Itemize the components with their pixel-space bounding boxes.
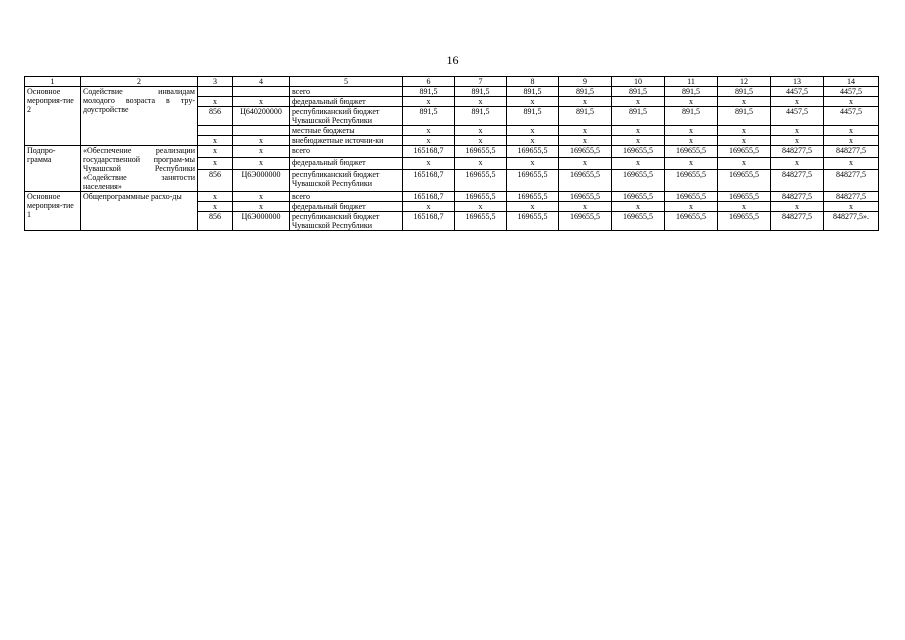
value-cell: х	[455, 136, 507, 146]
group-description: «Обеспечение реализации государственной програм-мы Чувашской Республики «Содействие занятости населения»	[81, 146, 198, 192]
column-number: 7	[455, 77, 507, 87]
value-cell: 169655,5	[559, 212, 612, 231]
value-cell: х	[455, 157, 507, 169]
value-cell: х	[507, 126, 559, 136]
target-code-cell: х	[233, 157, 290, 169]
funding-source-cell: федеральный бюджет	[290, 202, 403, 212]
value-cell: 169655,5	[665, 212, 718, 231]
value-cell: 169655,5	[665, 192, 718, 202]
value-cell: х	[824, 202, 879, 212]
value-cell: 891,5	[507, 107, 559, 126]
value-cell: х	[771, 97, 824, 107]
value-cell: 848277,5	[771, 212, 824, 231]
group-label: Подпро-грамма	[25, 146, 81, 192]
value-cell: 169655,5	[455, 169, 507, 191]
funding-source-cell: всего	[290, 146, 403, 158]
group-description: Общепрограммные расхо-ды	[81, 192, 198, 231]
value-cell: х	[403, 157, 455, 169]
target-code-cell: х	[233, 202, 290, 212]
value-cell: 848277,5	[771, 146, 824, 158]
column-number: 8	[507, 77, 559, 87]
value-cell: х	[824, 126, 879, 136]
value-cell: 169655,5	[718, 146, 771, 158]
value-cell: х	[612, 157, 665, 169]
value-cell: х	[718, 126, 771, 136]
page-number: 16	[446, 53, 459, 67]
target-code-cell: х	[233, 97, 290, 107]
grbs-code-cell	[198, 87, 233, 97]
column-number: 13	[771, 77, 824, 87]
grbs-code-cell: 856	[198, 212, 233, 231]
target-code-cell: х	[233, 146, 290, 158]
column-number: 5	[290, 77, 403, 87]
value-cell: х	[403, 126, 455, 136]
table-row	[25, 192, 879, 202]
value-cell: 848277,5	[824, 192, 879, 202]
grbs-code-cell: х	[198, 157, 233, 169]
value-cell: х	[507, 202, 559, 212]
value-cell: 169655,5	[718, 169, 771, 191]
funding-source-cell: всего	[290, 87, 403, 97]
value-cell: х	[559, 126, 612, 136]
value-cell: х	[612, 97, 665, 107]
value-cell: 848277,5».	[824, 212, 879, 231]
value-cell: 169655,5	[612, 146, 665, 158]
grbs-code-cell: х	[198, 192, 233, 202]
value-cell: 165168,7	[403, 192, 455, 202]
value-cell: 169655,5	[507, 169, 559, 191]
grbs-code-cell: х	[198, 97, 233, 107]
column-number: 10	[612, 77, 665, 87]
value-cell: х	[665, 157, 718, 169]
grbs-code-cell: х	[198, 146, 233, 158]
value-cell: х	[665, 202, 718, 212]
value-cell: 169655,5	[559, 146, 612, 158]
value-cell: х	[507, 136, 559, 146]
value-cell: 169655,5	[559, 169, 612, 191]
value-cell: 169655,5	[455, 212, 507, 231]
target-code-cell: Ц6Э000000	[233, 212, 290, 231]
column-number: 1	[25, 77, 81, 87]
value-cell: 169655,5	[455, 192, 507, 202]
value-cell: 848277,5	[771, 169, 824, 191]
value-cell: 169655,5	[612, 212, 665, 231]
column-number: 11	[665, 77, 718, 87]
value-cell: х	[771, 202, 824, 212]
funding-source-cell: республиканский бюджет Чувашской Республики	[290, 107, 403, 126]
value-cell: х	[455, 97, 507, 107]
value-cell: х	[403, 136, 455, 146]
table-row	[25, 146, 879, 158]
value-cell: 169655,5	[612, 192, 665, 202]
value-cell: 891,5	[612, 87, 665, 97]
group-label: Основное мероприя-тие 2	[25, 87, 81, 146]
value-cell: 169655,5	[507, 192, 559, 202]
value-cell: х	[824, 136, 879, 146]
value-cell: 891,5	[455, 87, 507, 97]
value-cell: х	[771, 136, 824, 146]
value-cell: х	[559, 157, 612, 169]
value-cell: 165168,7	[403, 169, 455, 191]
value-cell: 891,5	[403, 107, 455, 126]
funding-source-cell: внебюджетные источни-ки	[290, 136, 403, 146]
value-cell: х	[824, 97, 879, 107]
column-number: 6	[403, 77, 455, 87]
value-cell: 891,5	[718, 87, 771, 97]
value-cell: х	[824, 157, 879, 169]
value-cell: х	[718, 97, 771, 107]
grbs-code-cell: 856	[198, 169, 233, 191]
funding-source-cell: федеральный бюджет	[290, 97, 403, 107]
value-cell: 169655,5	[507, 212, 559, 231]
grbs-code-cell: х	[198, 202, 233, 212]
column-number: 14	[824, 77, 879, 87]
value-cell: х	[455, 126, 507, 136]
value-cell: 891,5	[559, 107, 612, 126]
funding-source-cell: всего	[290, 192, 403, 202]
grbs-code-cell	[198, 126, 233, 136]
column-number: 12	[718, 77, 771, 87]
value-cell: х	[718, 157, 771, 169]
funding-source-cell: федеральный бюджет	[290, 157, 403, 169]
value-cell: х	[665, 126, 718, 136]
target-code-cell: Ц6Э000000	[233, 169, 290, 191]
value-cell: 165168,7	[403, 146, 455, 158]
value-cell: 848277,5	[824, 146, 879, 158]
funding-source-cell: республиканский бюджет Чувашской Республики	[290, 212, 403, 231]
value-cell: 169655,5	[665, 169, 718, 191]
table-row	[25, 87, 879, 97]
value-cell: 169655,5	[507, 146, 559, 158]
value-cell: х	[665, 97, 718, 107]
value-cell: х	[612, 202, 665, 212]
target-code-cell	[233, 126, 290, 136]
value-cell: х	[403, 202, 455, 212]
value-cell: х	[507, 157, 559, 169]
funding-source-cell: республиканский бюджет Чувашской Республики	[290, 169, 403, 191]
grbs-code-cell: 856	[198, 107, 233, 126]
value-cell: х	[771, 157, 824, 169]
value-cell: 169655,5	[455, 146, 507, 158]
value-cell: х	[559, 136, 612, 146]
value-cell: х	[718, 136, 771, 146]
column-number-row	[25, 77, 879, 87]
value-cell: х	[403, 97, 455, 107]
value-cell: х	[718, 202, 771, 212]
value-cell: 891,5	[455, 107, 507, 126]
value-cell: 891,5	[507, 87, 559, 97]
value-cell: х	[612, 126, 665, 136]
value-cell: 169655,5	[718, 212, 771, 231]
value-cell: 891,5	[718, 107, 771, 126]
group-label: Основное мероприя-тие 1	[25, 192, 81, 231]
target-code-cell: х	[233, 192, 290, 202]
target-code-cell: Ц640200000	[233, 107, 290, 126]
column-number: 4	[233, 77, 290, 87]
value-cell: х	[771, 126, 824, 136]
value-cell: 4457,5	[824, 87, 879, 97]
target-code-cell	[233, 87, 290, 97]
value-cell: 891,5	[665, 107, 718, 126]
value-cell: 169655,5	[665, 146, 718, 158]
value-cell: х	[665, 136, 718, 146]
value-cell: 891,5	[612, 107, 665, 126]
value-cell: 4457,5	[824, 107, 879, 126]
value-cell: 169655,5	[612, 169, 665, 191]
value-cell: 848277,5	[824, 169, 879, 191]
column-number: 2	[81, 77, 198, 87]
value-cell: 165168,7	[403, 212, 455, 231]
column-number: 9	[559, 77, 612, 87]
value-cell: 891,5	[665, 87, 718, 97]
value-cell: х	[612, 136, 665, 146]
column-number: 3	[198, 77, 233, 87]
grbs-code-cell: х	[198, 136, 233, 146]
value-cell: 4457,5	[771, 107, 824, 126]
target-code-cell: х	[233, 136, 290, 146]
value-cell: х	[559, 202, 612, 212]
funding-source-cell: местные бюджеты	[290, 126, 403, 136]
value-cell: 848277,5	[771, 192, 824, 202]
budget-table	[24, 76, 879, 231]
value-cell: 891,5	[403, 87, 455, 97]
value-cell: 4457,5	[771, 87, 824, 97]
value-cell: 169655,5	[718, 192, 771, 202]
group-description: Содействие инвалидам молодого возраста в тру-доустройстве	[81, 87, 198, 146]
value-cell: х	[507, 97, 559, 107]
value-cell: 891,5	[559, 87, 612, 97]
value-cell: х	[455, 202, 507, 212]
value-cell: 169655,5	[559, 192, 612, 202]
value-cell: х	[559, 97, 612, 107]
